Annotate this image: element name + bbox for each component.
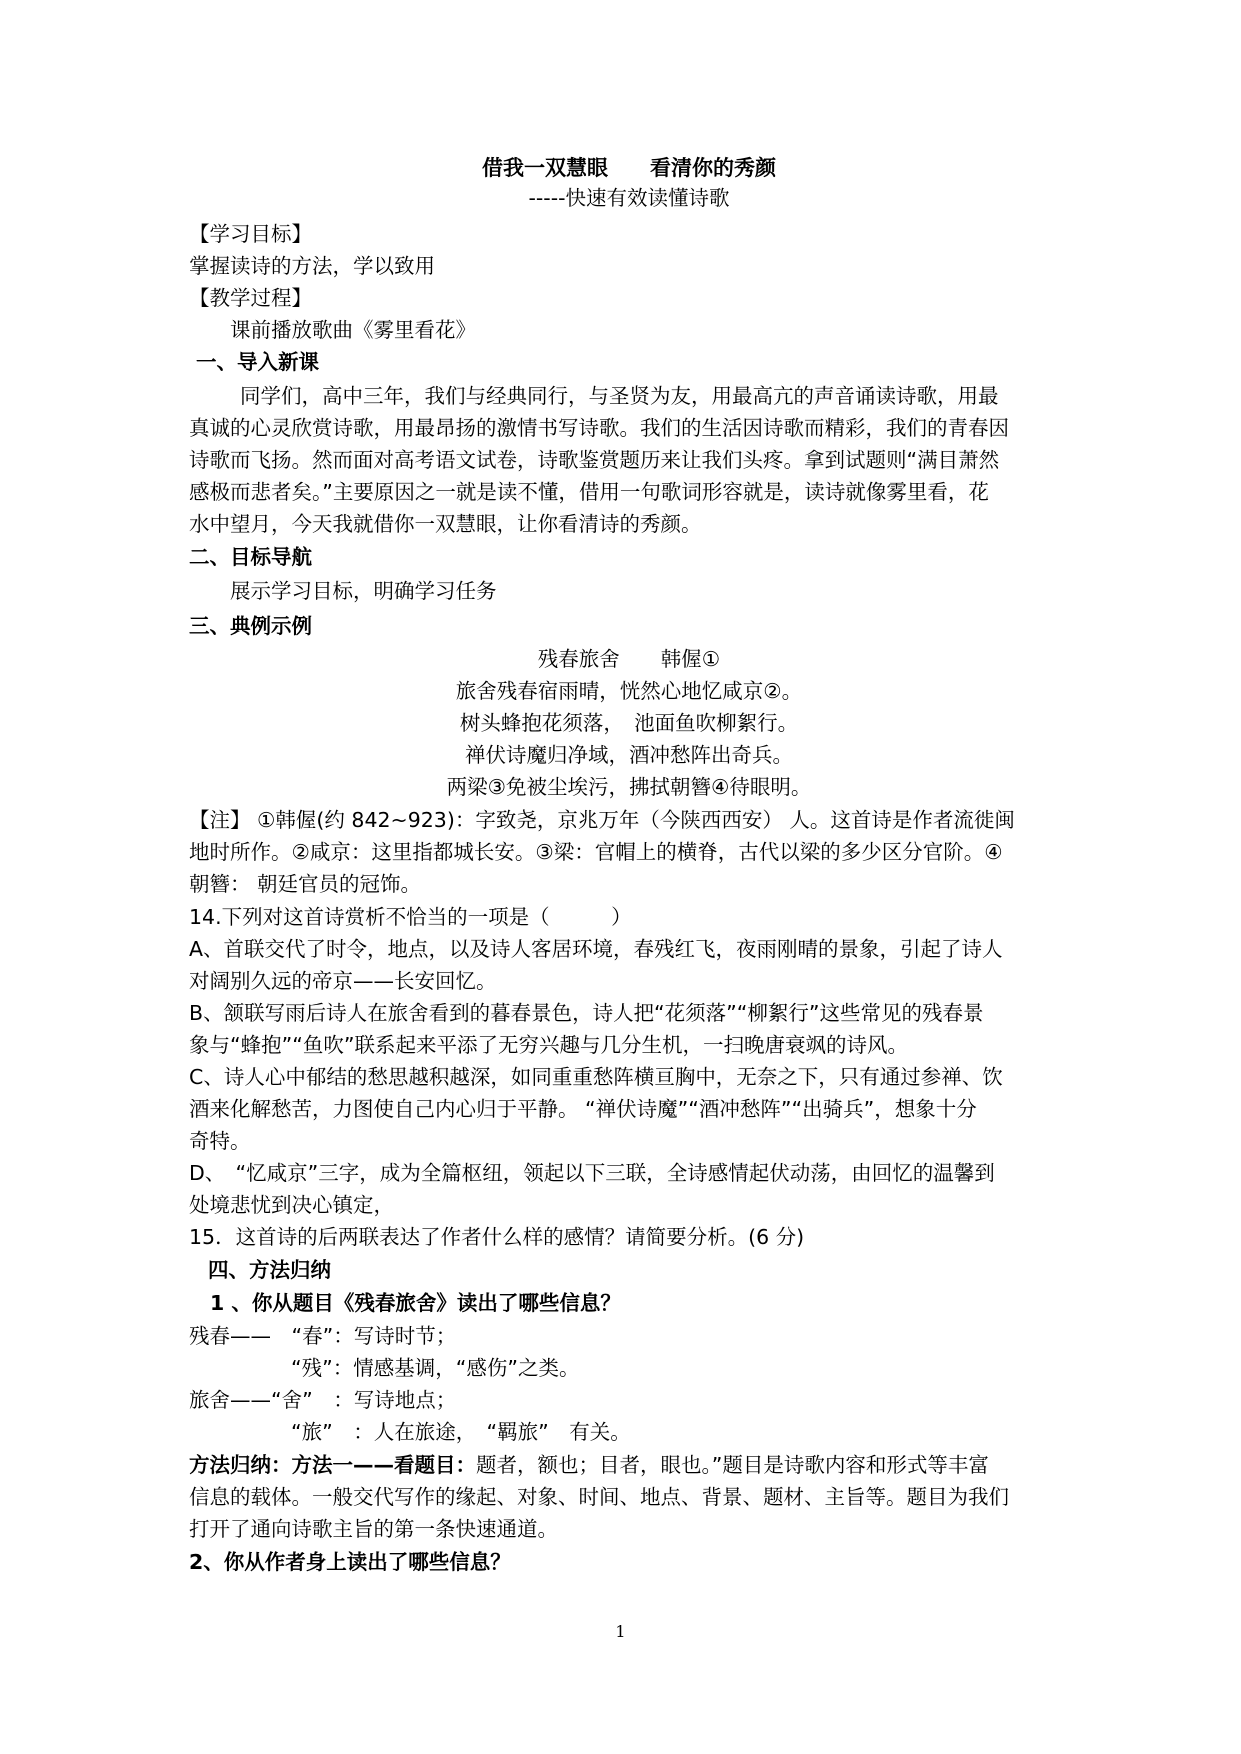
intro-line-1: 同学们，高中三年，我们与经典同行，与圣贤为友，用最高亢的声音诵读诗歌，用最: [240, 384, 999, 408]
option-b-line-1: B、颔联写雨后诗人在旅舍看到的暮春景色，诗人把“花须落”“柳絮行”这些常见的残春景: [189, 1001, 984, 1025]
method-question-1: 1 、你从题目《残春旅舍》读出了哪些信息？: [210, 1291, 621, 1315]
analysis-line-2: “残”：情感基调，“感伤”之类。: [291, 1356, 580, 1380]
poem-line-3: 禅伏诗魔归净域，酒冲愁阵出奇兵。: [465, 743, 793, 767]
method-one-label: 方法归纳：方法一——看题目：: [189, 1453, 476, 1477]
option-a-line-1: A、首联交代了时令，地点，以及诗人客居环境，春残红飞，夜雨刚晴的景象，引起了诗人: [189, 937, 1003, 961]
method-summary-line-2: 信息的载体。一般交代写作的缘起、对象、时间、地点、背景、题材、主旨等。题目为我们: [189, 1485, 1009, 1509]
section-1-heading: 一、导入新课: [196, 350, 319, 374]
poem-line-2: 树头蜂抱花须落， 池面鱼吹柳絮行。: [459, 711, 799, 735]
option-c-line-1: C、诗人心中郁结的愁思越积越深，如同重重愁阵横亘胸中，无奈之下，只有通过参禅、饮: [189, 1065, 1003, 1089]
section-4-heading: 四、方法归纳: [208, 1258, 331, 1282]
option-d-line-1: D、 “忆咸京”三字，成为全篇枢纽，领起以下三联，全诗感情起伏动荡，由回忆的温馨到: [189, 1161, 995, 1185]
analysis-line-1: 残春—— “春”：写诗时节；: [189, 1324, 457, 1348]
option-c-line-3: 奇特。: [189, 1129, 251, 1153]
method-question-2: 2、你从作者身上读出了哪些信息？: [189, 1550, 511, 1574]
intro-line-4: 感极而悲者矣。”主要原因之一就是读不懂，借用一句歌词形容就是，读诗就像雾里看，花: [189, 480, 989, 504]
note-line-3: 朝簪： 朝廷官员的冠饰。: [189, 872, 422, 896]
section-2-heading: 二、目标导航: [189, 545, 312, 569]
method-summary-line-1: [189, 1449, 1069, 1481]
question-14: 14.下列对这首诗赏析不恰当的一项是（ ）: [189, 905, 632, 929]
intro-line-2: 真诚的心灵欣赏诗歌，用最昂扬的激情书写诗歌。我们的生活因诗歌而精彩，我们的青春因: [189, 416, 1009, 440]
section-2-text: 展示学习目标，明确学习任务: [230, 579, 497, 603]
objectives-text: 掌握读诗的方法，学以致用: [189, 254, 435, 278]
page-title: 借我一双慧眼 看清你的秀颜: [482, 156, 776, 180]
section-3-heading: 三、典例示例: [189, 614, 312, 638]
option-d-line-2: 处境悲忧到决心镇定，: [189, 1193, 394, 1217]
page-number: 1: [615, 1622, 626, 1641]
process-heading: 【教学过程】: [189, 286, 312, 310]
note-line-2: 地时所作。②咸京：这里指都城长安。③梁：官帽上的横脊，古代以梁的多少区分官阶。④: [189, 840, 1003, 864]
option-a-line-2: 对阔别久远的帝京——长安回忆。: [189, 969, 497, 993]
question-15: 15．这首诗的后两联表达了作者什么样的感情？请简要分析。(6 分): [189, 1225, 805, 1249]
analysis-line-3: 旅舍——“舍” ：写诗地点；: [189, 1388, 457, 1412]
note-line-1: 【注】 ①韩偓(约 842~923)：字致尧，京兆万年（今陕西西安） 人。这首诗是作者流徙闽: [189, 808, 1015, 832]
method-summary-line-3: 打开了通向诗歌主旨的第一条快速通道。: [189, 1517, 558, 1541]
page-subtitle: -----快速有效读懂诗歌: [528, 186, 730, 210]
poem-line-1: 旅舍残春宿雨晴，恍然心地忆咸京②。: [455, 679, 803, 703]
method-one-text: 题者，额也；目者，眼也。”题目是诗歌内容和形式等丰富: [476, 1453, 989, 1477]
poem-title: 残春旅舍 韩偓①: [537, 647, 721, 671]
intro-line-5: 水中望月，今天我就借你一双慧眼，让你看清诗的秀颜。: [189, 512, 702, 536]
option-b-line-2: 象与“蜂抱”“鱼吹”联系起来平添了无穷兴趣与几分生机，一扫晚唐衰飒的诗风。: [189, 1033, 908, 1057]
pre-class-song: 课前播放歌曲《雾里看花》: [230, 318, 476, 342]
analysis-line-4: “旅” ：人在旅途， “羁旅” 有关。: [291, 1420, 631, 1444]
objectives-heading: 【学习目标】: [189, 222, 312, 246]
poem-line-4: 两梁③免被尘埃污，拂拭朝簪④待眼明。: [446, 775, 812, 799]
intro-line-3: 诗歌而飞扬。然而面对高考语文试卷，诗歌鉴赏题历来让我们头疼。拿到试题则“满目萧然: [189, 448, 1000, 472]
option-c-line-2: 酒来化解愁苦，力图使自己内心归于平静。 “禅伏诗魔”“酒冲愁阵”“出骑兵”，想象十分: [189, 1097, 977, 1121]
